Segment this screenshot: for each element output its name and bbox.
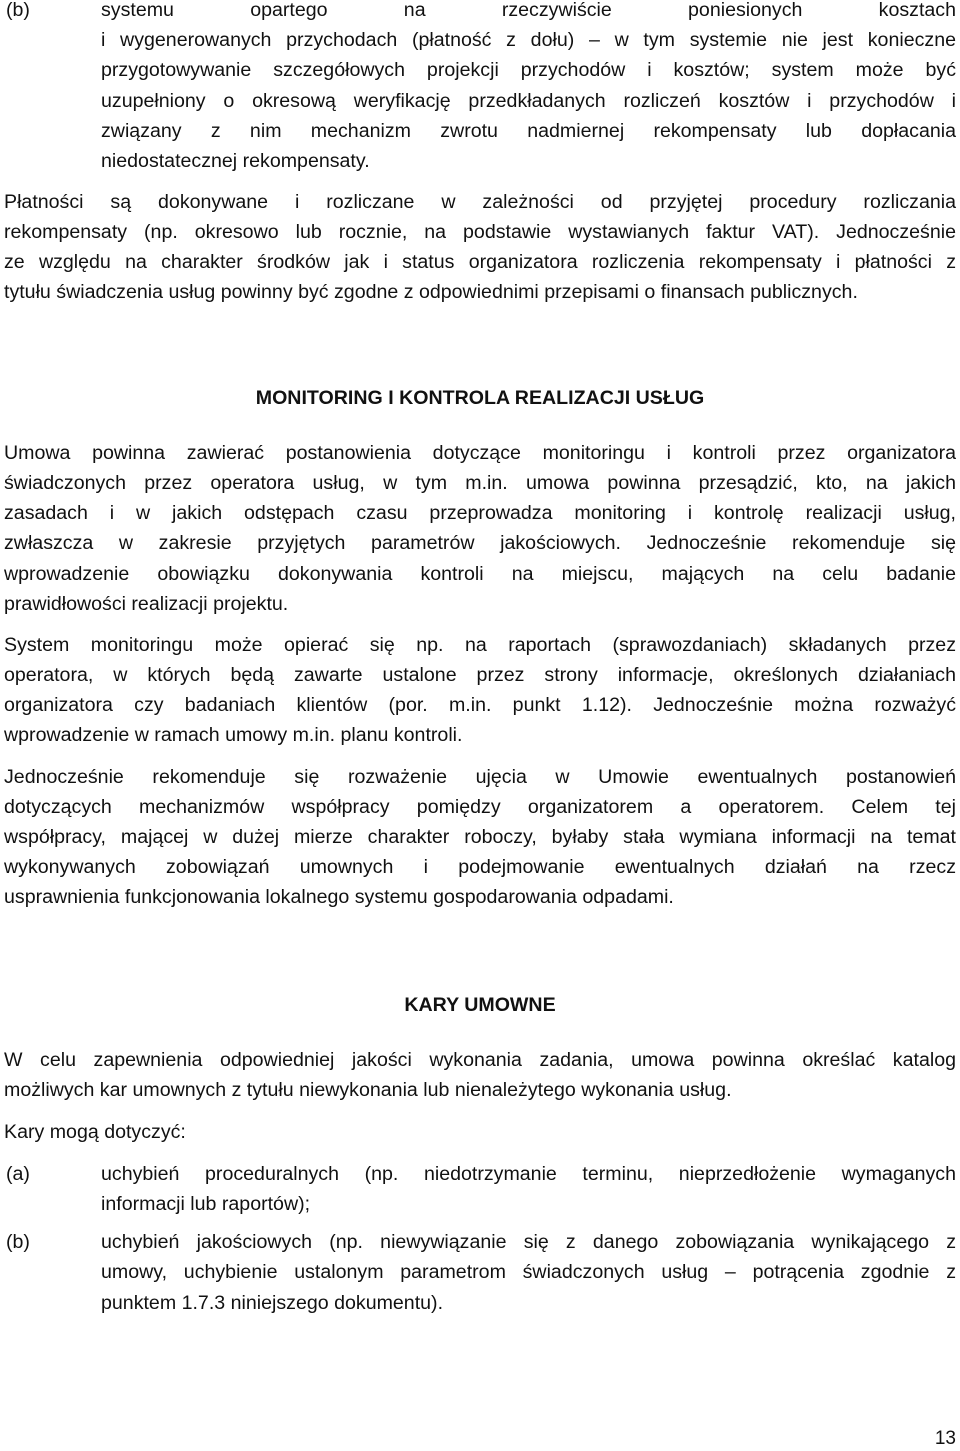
- text-line: tytułu świadczenia usług powinny być zgodne z odpowiednimi przepisami o finansach publicznych.: [4, 281, 858, 303]
- text-line: niedostatecznej rekompensaty.: [101, 150, 370, 172]
- text-line: zwłaszcza w zakresie przyjętych parametrów jakościowych. Jednocześnie rekomenduje się: [4, 532, 956, 554]
- text-line: informacji lub raportów);: [101, 1193, 311, 1215]
- text-line: Płatności są dokonywane i rozliczane w zależności od przyjętej procedury rozliczania: [4, 191, 956, 213]
- text-line: W celu zapewnienia odpowiedniej jakości wykonania zadania, umowa powinna określać katalog: [4, 1049, 956, 1071]
- text-line: systemu opartego na rzeczywiście poniesionych kosztach: [101, 0, 956, 21]
- text-line: związany z nim mechanizm zwrotu nadmiernej rekompensaty lub dopłacania: [101, 120, 956, 142]
- section-heading: MONITORING I KONTROLA REALIZACJI USŁUG: [255, 387, 705, 409]
- text-line: zasadach i w jakich odstępach czasu przeprowadza monitoring i kontrolę realizacji usług,: [4, 502, 956, 524]
- text-line: wprowadzenie w ramach umowy m.in. planu kontroli.: [4, 724, 463, 746]
- list-label-a: (a): [6, 1163, 30, 1185]
- text-line: prawidłowości realizacji projektu.: [4, 593, 289, 615]
- text-line: Jednocześnie rekomenduje się rozważenie ujęcia w Umowie ewentualnych postanowień: [4, 766, 956, 788]
- page-number: 13: [934, 1428, 956, 1449]
- text-line: organizatora czy badaniach klientów (por. m.in. punkt 1.12). Jednocześnie można rozważyć: [4, 694, 956, 716]
- text-line: przygotowywanie szczegółowych projekcji przychodów i kosztów; system może być: [101, 59, 956, 81]
- text-line: umowy, uchybienie ustalonym parametrom świadczonych usług – potrącenia zgodnie z: [101, 1261, 956, 1283]
- text-line: Umowa powinna zawierać postanowienia dotyczące monitoringu i kontroli przez organizatora: [4, 442, 956, 464]
- text-line: możliwych kar umownych z tytułu niewykonania lub nienależytego wykonania usług.: [4, 1079, 732, 1101]
- text-line: i wygenerowanych przychodach (płatność z dołu) – w tym systemie nie jest konieczne: [101, 29, 956, 51]
- list-label-b: (b): [6, 0, 30, 21]
- text-line: ze względu na charakter środków jak i status organizatora rozliczenia rekompensaty i płatności z: [4, 251, 956, 273]
- text-line: operatora, w których będą zawarte ustalone przez strony informacje, określonych działaniach: [4, 664, 956, 686]
- text-line: dotyczących mechanizmów współpracy pomiędzy organizatorem a operatorem. Celem tej: [4, 796, 956, 818]
- text-line: rekompensaty (np. okresowo lub rocznie, na podstawie wystawianych faktur VAT). Jednocześnie: [4, 221, 956, 243]
- text-line: współpracy, mającej w dużej mierze charakter roboczy, byłaby stała wymiana informacji na temat: [4, 826, 956, 848]
- text-line: uchybień jakościowych (np. niewywiązanie się z danego zobowiązania wynikającego z: [101, 1231, 956, 1253]
- text-line: uchybień proceduralnych (np. niedotrzymanie terminu, nieprzedłożenie wymaganych: [101, 1163, 956, 1185]
- text-line: usprawnienia funkcjonowania lokalnego systemu gospodarowania odpadami.: [4, 886, 674, 908]
- text-line: Kary mogą dotyczyć:: [4, 1121, 186, 1143]
- text-line: punktem 1.7.3 niniejszego dokumentu).: [101, 1292, 444, 1314]
- text-line: wprowadzenie obowiązku dokonywania kontroli na miejscu, mających na celu badanie: [4, 563, 956, 585]
- text-line: wykonywanych zobowiązań umownych i podejmowanie ewentualnych działań na rzecz: [4, 856, 956, 878]
- list-label-b: (b): [6, 1231, 30, 1253]
- text-line: uzupełniony o okresową weryfikację przedkładanych rozliczeń kosztów i przychodów i: [101, 90, 956, 112]
- text-line: świadczonych przez operatora usług, w tym m.in. umowa powinna przesądzić, kto, na jakich: [4, 472, 956, 494]
- text-line: System monitoringu może opierać się np. na raportach (sprawozdaniach) składanych przez: [4, 634, 956, 656]
- section-heading: KARY UMOWNE: [404, 994, 556, 1016]
